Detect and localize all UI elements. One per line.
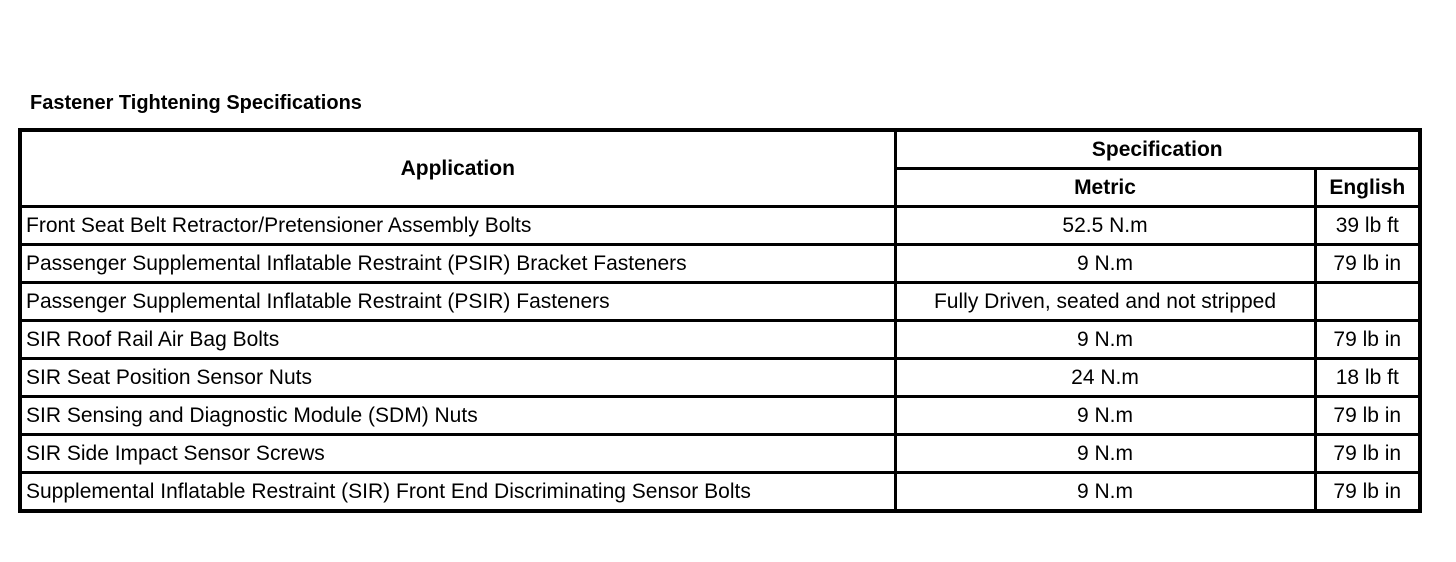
table-body — [20, 207, 1420, 512]
table-row — [20, 359, 1420, 397]
fastener-spec-table — [18, 128, 1422, 513]
application-cell: Passenger Supplemental Inflatable Restraint (PSIR) Fasteners — [20, 283, 895, 321]
column-header-metric: Metric — [895, 169, 1315, 207]
metric-cell: 24 N.m — [895, 359, 1315, 397]
table-row — [20, 397, 1420, 435]
application-cell: SIR Seat Position Sensor Nuts — [20, 359, 895, 397]
english-cell: 79 lb in — [1315, 321, 1420, 359]
metric-cell: Fully Driven, seated and not stripped — [895, 283, 1315, 321]
metric-cell: 9 N.m — [895, 435, 1315, 473]
table-row — [20, 207, 1420, 245]
metric-cell: 9 N.m — [895, 321, 1315, 359]
application-cell: SIR Roof Rail Air Bag Bolts — [20, 321, 895, 359]
column-header-specification: Specification — [895, 130, 1420, 169]
metric-cell: 9 N.m — [895, 245, 1315, 283]
table-row — [20, 321, 1420, 359]
column-header-application: Application — [20, 130, 895, 207]
english-cell: 79 lb in — [1315, 435, 1420, 473]
english-cell: 79 lb in — [1315, 245, 1420, 283]
metric-cell: 9 N.m — [895, 473, 1315, 512]
column-header-english: English — [1315, 169, 1420, 207]
table-row — [20, 245, 1420, 283]
application-cell: Supplemental Inflatable Restraint (SIR) Front End Discriminating Sensor Bolts — [20, 473, 895, 512]
english-cell: 79 lb in — [1315, 473, 1420, 512]
metric-cell: 9 N.m — [895, 397, 1315, 435]
english-cell: 79 lb in — [1315, 397, 1420, 435]
english-cell — [1315, 283, 1420, 321]
table-row — [20, 283, 1420, 321]
table-row — [20, 473, 1420, 512]
english-cell: 18 lb ft — [1315, 359, 1420, 397]
english-cell: 39 lb ft — [1315, 207, 1420, 245]
metric-cell: 52.5 N.m — [895, 207, 1315, 245]
table-header — [20, 130, 1420, 207]
application-cell: SIR Sensing and Diagnostic Module (SDM) Nuts — [20, 397, 895, 435]
application-cell: Passenger Supplemental Inflatable Restraint (PSIR) Bracket Fasteners — [20, 245, 895, 283]
application-cell: Front Seat Belt Retractor/Pretensioner Assembly Bolts — [20, 207, 895, 245]
table-row — [20, 435, 1420, 473]
application-cell: SIR Side Impact Sensor Screws — [20, 435, 895, 473]
document-title: Fastener Tightening Specifications — [30, 92, 362, 114]
